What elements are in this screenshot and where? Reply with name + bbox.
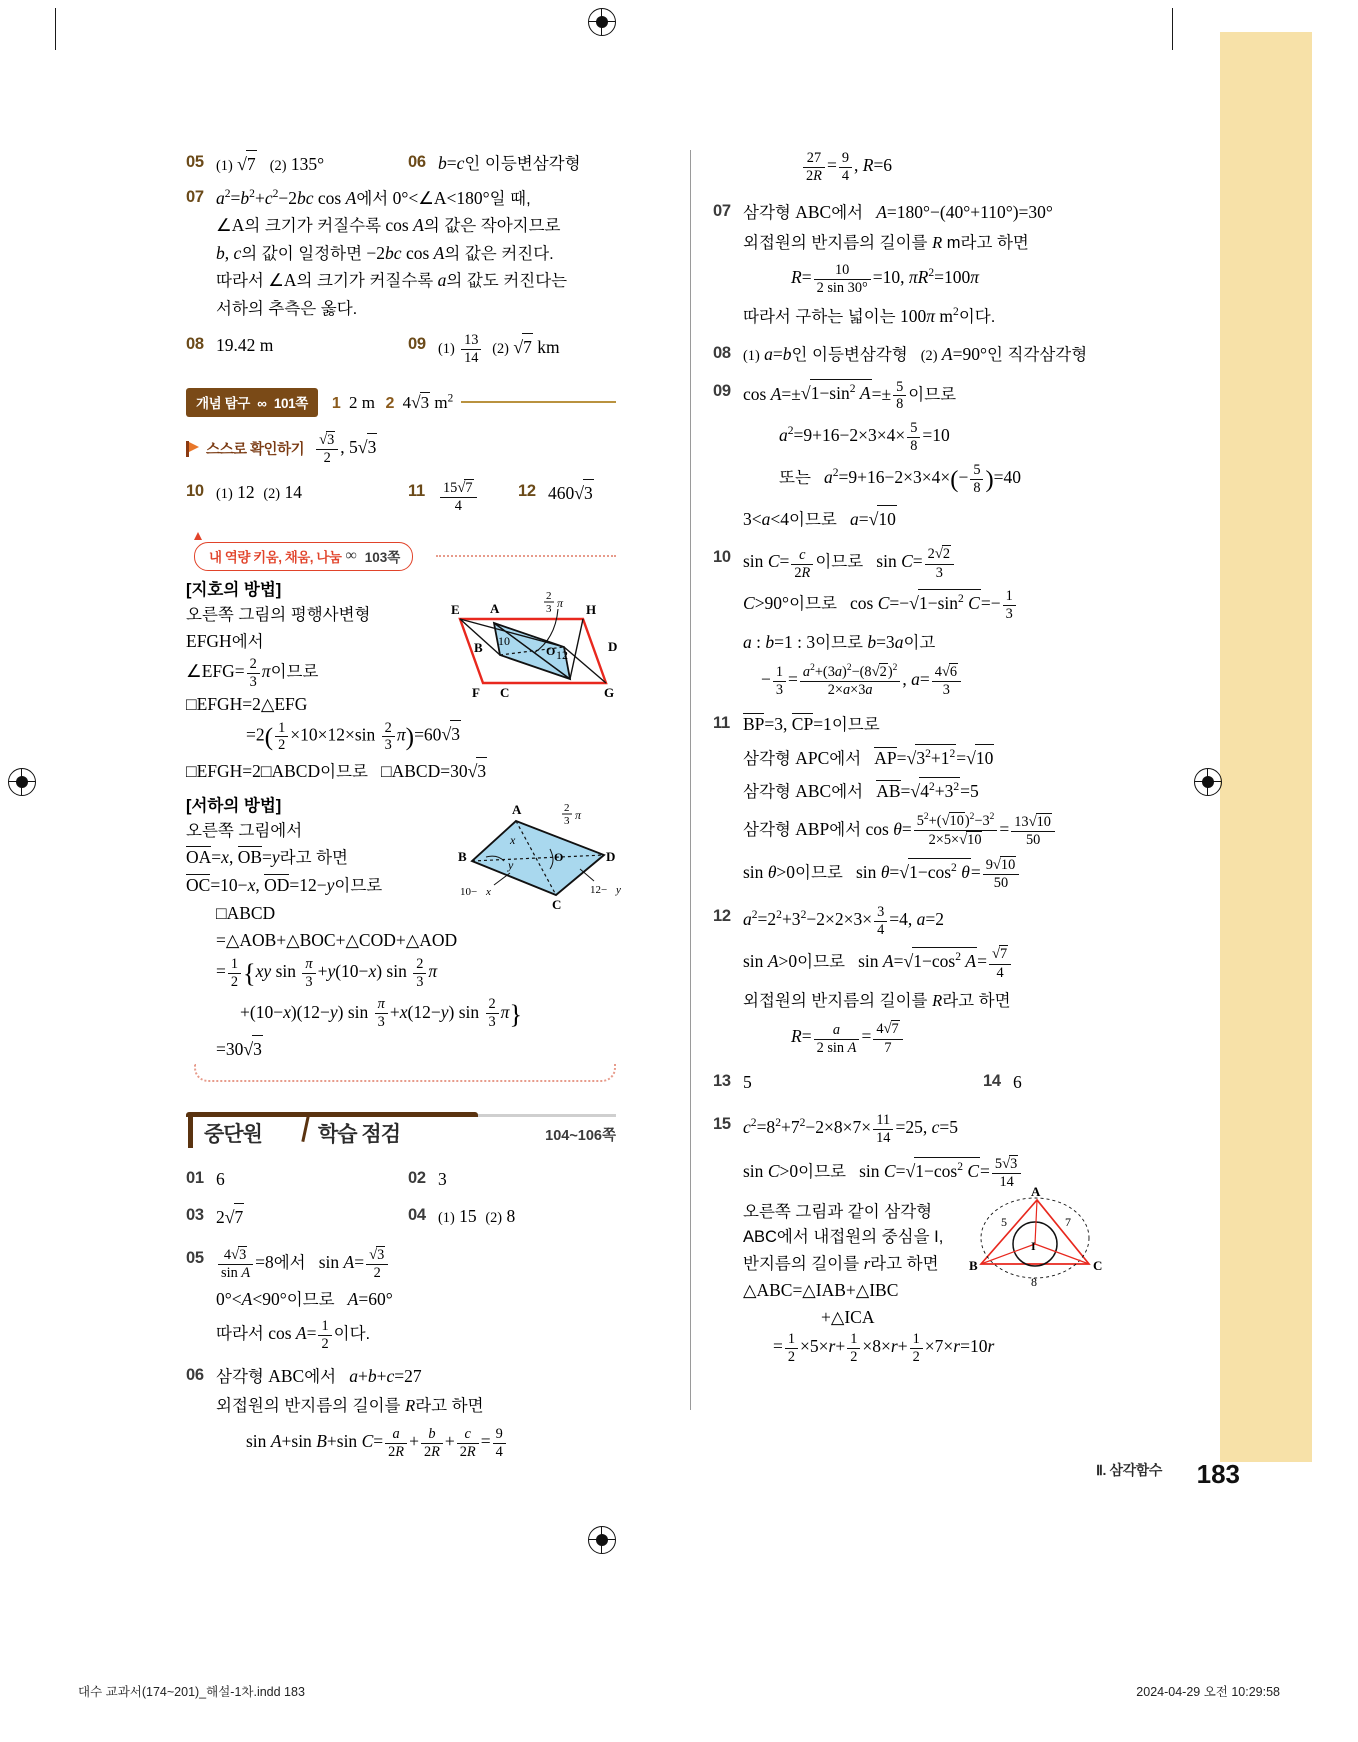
self-check-answer: $\frac{√3}{2}$ , 5√3 (314, 431, 377, 467)
answer-right-11 (713, 711, 1143, 892)
question-number-right-12: 12 (713, 907, 731, 926)
svg-text:5: 5 (1001, 1214, 1007, 1229)
capacity-callout-label: 내 역량 키움, 채움, 나눔 (209, 549, 342, 565)
question-number-right-14: 14 (983, 1071, 1001, 1090)
method-seoha-heading: [서하의 방법] (186, 796, 282, 815)
registration-mark-right (1194, 768, 1222, 796)
question-number-12: 12 (518, 482, 536, 501)
banner-divider (301, 1116, 309, 1142)
page-edge-tab (1220, 32, 1312, 1462)
answer-right-13-text: 5 (743, 1071, 752, 1092)
method-seoha-body: 오른쪽 그림에서 OA=x, OB=y라고 하면 OC=10−x, OD=12−y이므로 □ABCD =△AOB+△BOC+△COD+△AOD = $\frac{1}{2}$ {xy sin $\frac{\pi}{3}$ +y(10−x) sin $\frac{2}{3}$ π +(10−x)(12−y) sin $\frac{\pi}{3}$ +x(12−y) sin $\frac{2}{3}$ π} =30√3 A B D C O x y 10− x 12− y 2 3 π (186, 819, 616, 1064)
question-number-05: 05 (186, 153, 204, 171)
capacity-callout (186, 542, 616, 568)
svg-text:y: y (616, 883, 621, 896)
question-number-right-13: 13 (713, 1071, 731, 1090)
registration-mark-bottom (588, 1526, 616, 1554)
answer-row-03-04 (186, 1203, 616, 1236)
registration-mark-top (588, 8, 616, 36)
answer-06-text: b=c인 이등변삼각형 (438, 153, 581, 173)
capacity-callout-bottom-border (194, 1064, 616, 1082)
figure-incircle-svg (965, 1186, 1115, 1296)
answer-09-text: (1) $\frac{13}{14}$ (2) √7 km (438, 332, 560, 367)
banner-left-tick (188, 1114, 193, 1148)
answer-check-06-text: 삼각형 ABC에서 a+b+c=27 외접원의 반지름의 길이를 R라고 하면 sin A+sin B+sin C= $\frac{a}{2R}$ + $\frac{b}{2R}$ + $\frac{c}{2R}$ = $\frac{9}{4}$ (216, 1363, 508, 1461)
question-number-right-08: 08 (713, 343, 731, 362)
crop-mark-top-left (55, 8, 56, 50)
method-jiho-heading: [지호의 방법] (186, 580, 282, 599)
svg-text:B: B (458, 848, 467, 864)
page-number: 183 (1196, 1459, 1240, 1489)
answer-09 (408, 332, 560, 367)
answer-row-05-06 (186, 150, 616, 183)
svg-text:10−: 10− (460, 885, 478, 898)
answer-right-14-text: 6 (1013, 1071, 1022, 1092)
banner-rule-accent (186, 1112, 478, 1117)
answer-row-13-14 (713, 1069, 1143, 1100)
answer-10-text: (1) 12 (2) 14 (216, 482, 302, 503)
answer-08 (186, 332, 408, 367)
answer-right-10-text: sin C= $\frac{c}{2R}$ 이므로 sin C= $\frac{2√2}{3}$ C>90°이므로 $\cos C=-√1-\sin^2$ C=− $\frac{1}{3}$ a : b=1 : 3이므로 b=3a이고 − $\frac{1}{3}$ = $\frac{a^2+(3a)^2-(8√2)^2}{2\times a\times 3a}$ , a= $\frac{4√6}{3}$ (743, 545, 1018, 699)
answer-03 (186, 1203, 408, 1232)
question-number-04: 04 (408, 1205, 426, 1224)
answer-right-10 (713, 545, 1143, 699)
svg-text:x: x (486, 885, 491, 898)
answer-05-text: (1) √7 (2) 135° (216, 150, 324, 179)
banner-page-ref: 104~106쪽 (545, 1127, 616, 1144)
question-number-06: 06 (408, 153, 426, 171)
answer-row-08-09 (186, 332, 616, 371)
answer-11 (408, 479, 518, 515)
svg-text:y: y (508, 857, 514, 872)
question-number-right-07: 07 (713, 202, 731, 221)
svg-text:A: A (1031, 1185, 1041, 1199)
question-number-right-15: 15 (713, 1114, 731, 1133)
answer-check-06 (186, 1363, 616, 1461)
figure-quadrilateral-abcd (454, 799, 632, 917)
concept-explore-row (186, 388, 616, 417)
answer-08-text: 19.42 m (216, 335, 274, 356)
registration-mark-left (8, 768, 36, 796)
answer-05 (186, 150, 408, 179)
answer-right-08-text: (1) a=b인 이등변삼각형 (2) A=90°인 직각삼각형 (743, 343, 1088, 364)
svg-text:C: C (552, 896, 562, 912)
answer-right-15 (713, 1112, 1143, 1367)
right-column (690, 150, 1143, 1410)
svg-text:C: C (1093, 1257, 1103, 1273)
concept-explore-rule (461, 401, 616, 403)
answer-06 (408, 150, 581, 179)
figure-parallelogram-efgh (438, 587, 628, 712)
concept-explore-answers: 1 2 m 2 4√3 $m^2$ (331, 391, 454, 412)
svg-text:B: B (474, 639, 483, 655)
svg-text:10: 10 (498, 633, 510, 648)
svg-text:A: A (512, 801, 522, 817)
answer-right-12-text: $a^2=2^2+3^2-2\times 2\times 3\times$ $\frac{3}{4}$ =4, a=2 sin A>0이므로 $\sin A=√1-\cos^2$ A= $\frac{√7}{4}$ 외접원의 반지름의 길이를 R라고 하면 R= $\frac{a}{\text{2 sin A}}$ = $\frac{4√7}{7}$ (743, 904, 1011, 1056)
question-number-03: 03 (186, 1205, 204, 1224)
print-imprint: 대수 교과서(174~201)_해설-1차.indd 183 (78, 1685, 305, 1699)
answer-04 (408, 1203, 515, 1232)
answer-01 (186, 1166, 408, 1193)
question-number-right-10: 10 (713, 548, 731, 567)
svg-text:C: C (500, 684, 510, 700)
answer-right-07-text: 삼각형 ABC에서 A=180°−(40°+110°)=30° 외접원의 반지름의 길이를 R m라고 하면 R= $\frac{10}{2 \sin 30^\circ}$ =10, $\pi R^2=100\pi$ 따라서 구하는 넓이는 100π $m^2$이다. (743, 202, 1053, 327)
question-number-01: 01 (186, 1168, 204, 1187)
svg-text:B: B (969, 1257, 978, 1273)
answer-03-text: 2√7 (216, 1203, 244, 1232)
answer-right-14 (983, 1069, 1022, 1096)
concept-explore-chip: 개념 탐구 ∞ 101쪽 (186, 388, 318, 417)
method-jiho-body: 오른쪽 그림의 평행사변형 EFGH에서 ∠EFG= $\frac{2}{3}$ π이므로 □EFGH=2△EFG =2( $\frac{1}{2}$ ×10×12×sin $\frac{2}{3}$ π)=60√3 □EFGH=2□ABCD이므로 □ABCD=30√3 E A H B D F C G 10 12 O 2 3 π (186, 603, 616, 786)
answer-01-text: 6 (216, 1168, 225, 1189)
figure-abcd-svg (454, 799, 632, 917)
print-timestamp: 2024-04-29 오전 10:29:58 (1136, 1685, 1280, 1699)
question-number-07: 07 (186, 187, 204, 206)
answer-02-text: 3 (438, 1168, 447, 1189)
question-number-09: 09 (408, 335, 426, 354)
flag-icon (186, 441, 201, 457)
capacity-callout-page: 103쪽 (364, 549, 401, 565)
svg-text:2: 2 (546, 589, 552, 602)
svg-text:A: A (490, 600, 500, 616)
answer-11-text: $\frac{15√7}{4}$ (438, 479, 479, 515)
callout-dotted-rule (436, 555, 616, 557)
svg-text:D: D (606, 848, 616, 864)
answer-row-01-02 (186, 1166, 616, 1197)
figure-triangle-incircle (965, 1186, 1115, 1296)
question-number-check-05: 05 (186, 1248, 204, 1267)
answer-04-text: (1) 15 (2) 8 (438, 1205, 516, 1226)
capacity-callout-tag: 내 역량 키움, 채움, 나눔 ∞ 103쪽 (194, 542, 413, 571)
question-number-right-09: 09 (713, 381, 731, 400)
answer-right-09 (713, 379, 1143, 534)
answer-02 (408, 1166, 447, 1193)
svg-text:3: 3 (564, 814, 570, 827)
answer-right-15-text: $c^2=8^2+7^2-2\times 8\times 7\times$ $\frac{11}{14}$ =25, c=5 sin C>0이므로 $\sin C=√1-\cos^2$ C= $\frac{5√3}{14}$ 오른쪽 그림과 같이 삼각형 ABC에서 내접원의 중심을 I, 반지름의 길이를 r라고 하면 △ABC=△IAB+△IBC +△ICA = $\frac{1}{2}$ ×5×r+ $\frac{1}{2}$ ×8×r+ $\frac{1}{2}$ ×7×r=10r (743, 1112, 1023, 1367)
svg-text:G: G (604, 684, 615, 700)
banner-title-1: 중단원 (204, 1122, 262, 1146)
unit-footer-label: Ⅱ. 삼각함수 (1096, 1462, 1162, 1478)
question-number-right-11: 11 (713, 714, 730, 732)
self-check-row (186, 431, 616, 467)
svg-text:E: E (451, 601, 460, 617)
svg-text:12−: 12− (590, 883, 608, 896)
left-column (186, 150, 621, 1465)
figure-efgh-svg (438, 587, 628, 712)
question-number-02: 02 (408, 1168, 426, 1187)
svg-text:O: O (554, 849, 564, 864)
svg-text:π: π (557, 595, 564, 610)
svg-text:2: 2 (564, 801, 570, 814)
svg-text:π: π (575, 807, 582, 822)
answer-10 (186, 479, 408, 515)
svg-text:8: 8 (1031, 1274, 1037, 1289)
crop-mark-top-right (1172, 8, 1173, 50)
answer-right-07 (713, 199, 1143, 331)
svg-text:12: 12 (556, 647, 568, 662)
answer-07 (186, 185, 616, 323)
answer-right-08 (713, 341, 1143, 369)
svg-text:D: D (608, 638, 618, 654)
midunit-review-banner (186, 1112, 616, 1152)
answer-check-05 (186, 1246, 616, 1353)
self-check-label: 스스로 확인하기 (206, 442, 305, 459)
answer-right-09-text: $\cos A=\pm√1-\sin^2$ A=± $\frac{5}{8}$ 이므로 $a^2=9+16-2\times 3\times 4\times$ $\frac{5}{8}$ =10 또는 $a^2=9+16-2\times 3\times 4\times(-$ $\frac{5}{8}$ )=40 3<a<4이므로 a=√10 (743, 379, 1021, 534)
svg-text:x: x (510, 832, 516, 847)
question-number-11: 11 (408, 482, 425, 501)
question-number-10: 10 (186, 482, 204, 501)
answer-right-13 (713, 1069, 983, 1096)
answer-07-text: $a^2=b^2+c^2-2bc$ cos A에서 0°<∠A<180°일 때, ∠A의 크기가 커질수록 cos A의 값은 작아지므로 b, c의 값이 일정하면 −2bc cos A의 값은 커진다. 따라서 ∠A의 크기가 커질수록 a의 값도 커진다는 서하의 추측은 옳다. (216, 187, 568, 318)
svg-text:H: H (586, 601, 597, 617)
question-number-08: 08 (186, 335, 204, 354)
svg-text:F: F (472, 684, 480, 700)
question-number-check-06: 06 (186, 1365, 204, 1384)
callout-arrow-icon (194, 532, 202, 540)
answer-check-05-text: $\frac{4√3}{\text{sin A}}$ =8에서 sin A= $\frac{√3}{2}$ 0°<A<90°이므로 A=60° 따라서 cos A= $\frac{1}{2}$ 이다. (216, 1246, 393, 1352)
answer-right-12 (713, 904, 1143, 1057)
svg-text:3: 3 (546, 602, 552, 615)
svg-text:O: O (546, 643, 556, 658)
answer-12-text: 460√3 (548, 479, 594, 508)
svg-text:7: 7 (1065, 1214, 1071, 1229)
page-edge-divider (1217, 32, 1220, 1462)
svg-text:I: I (1031, 1238, 1036, 1253)
banner-title-2: 학습 점검 (318, 1122, 400, 1146)
answer-right-11-text: BP=3, CP=1이므로 삼각형 APC에서 $AP=√3^2+1^2=√10$ 삼각형 ABC에서 $AB=√4^2+3^2=5$ 삼각형 ABP에서 cos θ= $\frac{5^2+(√10)^2-3^2}{2\times 5\times√10}$ = $\frac{13√10}{50}$ sin θ>0이므로 $\sin \theta=√1-\cos^2$ θ= $\frac{9√10}{50}$ (743, 711, 1057, 892)
continuation-line: $\frac{27}{2R}$ = $\frac{9}{4}$ , R=6 (801, 150, 1143, 185)
answer-12 (518, 479, 594, 515)
